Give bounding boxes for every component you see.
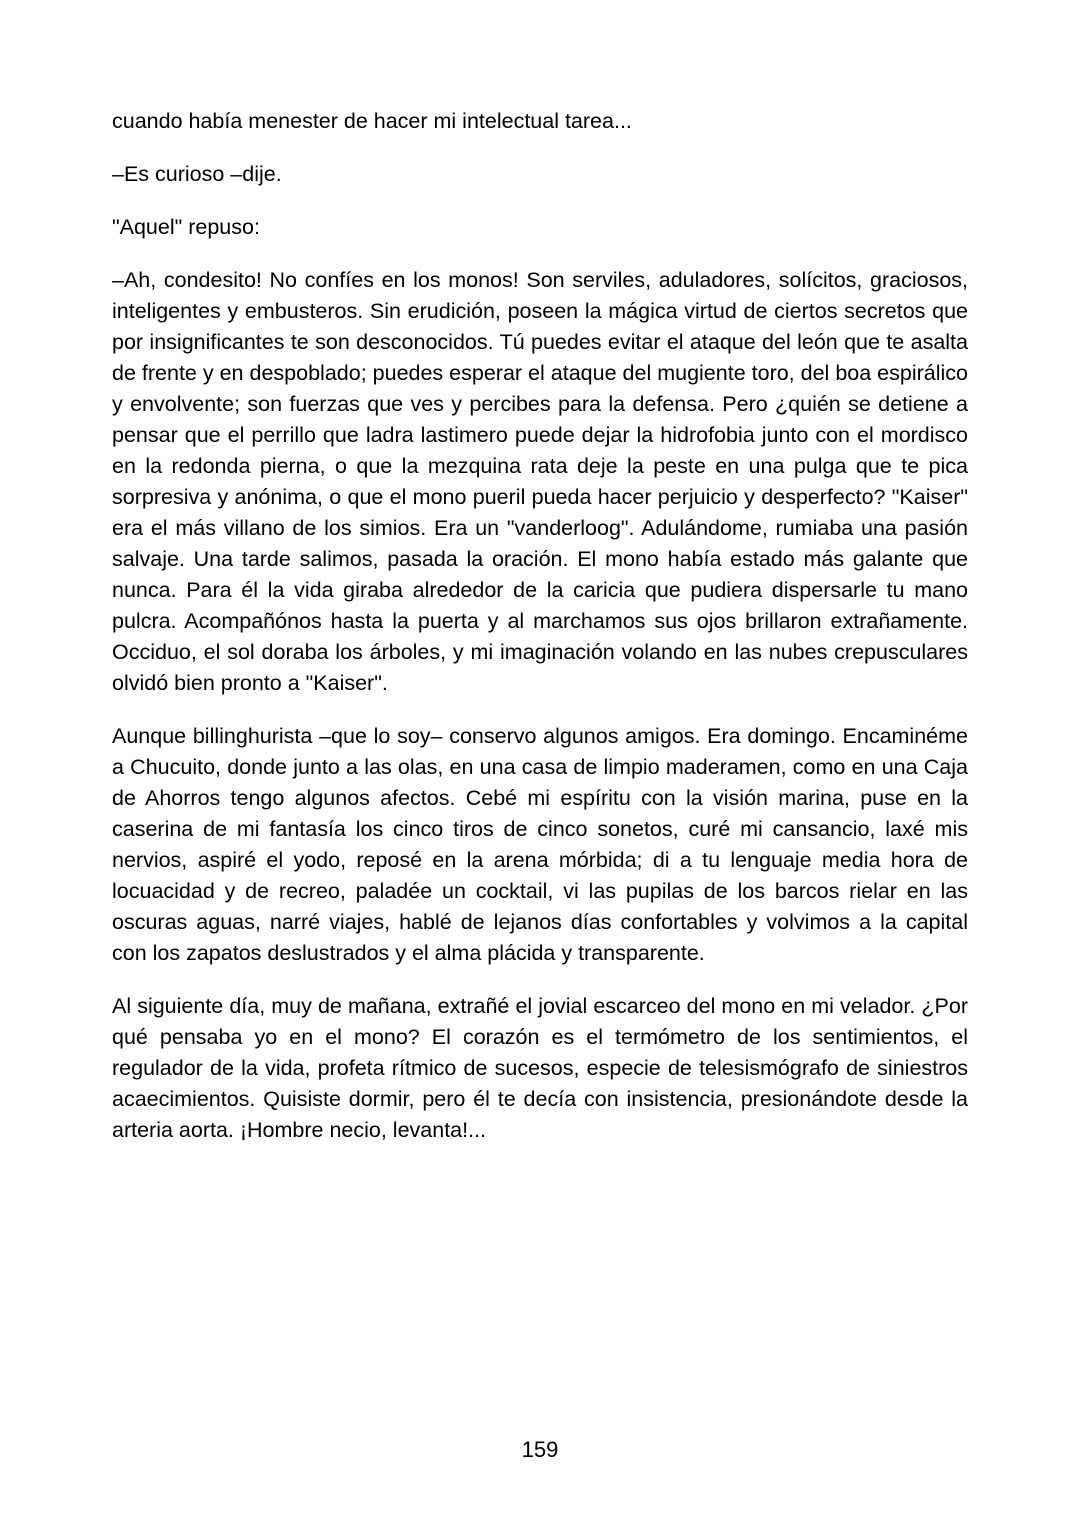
paragraph-aquel-repuso: "Aquel" repuso:: [112, 215, 260, 239]
body-text-column: [112, 106, 968, 1146]
paragraph-dialogue-es-curioso: –Es curioso –dije.: [112, 162, 282, 186]
paragraph-continuation: cuando había menester de hacer mi intelectual tarea...: [112, 109, 632, 133]
paragraph-billinghurista: Aunque billinghurista –que lo soy– conservo algunos amigos. Era domingo. Encaminéme a Chucuito, donde junto a las olas, en una casa de limpio maderamen, como en una Caja de Ahorros tengo algunos afectos. Cebé mi espíritu con la visión marina, puse en la caserina de mi fantasía los cinco tiros de cinco sonetos, curé mi cansancio, laxé mis nervios, aspiré el yodo, reposé en la arena mórbida; di a tu lenguaje media hora de locuacidad y de recreo, paladée un cocktail, vi las pupilas de los barcos rielar en las oscuras aguas, narré viajes, hablé de lejanos días confortables y volvimos a la capital con los zapatos deslustrados y el alma plácida y transparente.: [112, 724, 968, 965]
paragraph-siguiente-dia: Al siguiente día, muy de mañana, extrañé el jovial escarceo del mono en mi velador. ¿Por qué pensaba yo en el mono? El corazón es el termómetro de los sentimientos, el regulador de la vida, profeta rítmico de sucesos, especie de telesismógrafo de siniestros acaecimientos. Quisiste dormir, pero él te decía con insistencia, presionándote desde la arteria aorta. ¡Hombre necio, levanta!...: [112, 994, 968, 1142]
paragraph-monos-speech: –Ah, condesito! No confíes en los monos! Son serviles, aduladores, solícitos, graciosos, inteligentes y embusteros. Sin erudición, poseen la mágica virtud de ciertos secretos que por insignificantes te son desconocidos. Tú puedes evitar el ataque del león que te asalta de frente y en despoblado; puedes esperar el ataque del mugiente toro, del boa espirálico y envolvente; son fuerzas que ves y percibes para la defensa. Pero ¿quién se detiene a pensar que el perrillo que ladra lastimero puede dejar la hidrofobia junto con el mordisco en la redonda pierna, o que la mezquina rata deje la peste en una pulga que te pica sorpresiva y anónima, o que el mono pueril pueda hacer perjuicio y desperfecto? "Kaiser" era el más villano de los simios. Era un "vanderloog". Adulándome, rumiaba una pasión salvaje. Una tarde salimos, pasada la oración. El mono había estado más galante que nunca. Para él la vida giraba alrededor de la caricia que pudiera dispersarle tu mano pulcra. Acompañónos hasta la puerta y al marchamos sus ojos brillaron extrañamente. Occiduo, el sol doraba los árboles, y mi imaginación volando en las nubes crepusculares olvidó bien pronto a "Kaiser".: [112, 268, 968, 695]
page-number: 159: [521, 1437, 559, 1462]
